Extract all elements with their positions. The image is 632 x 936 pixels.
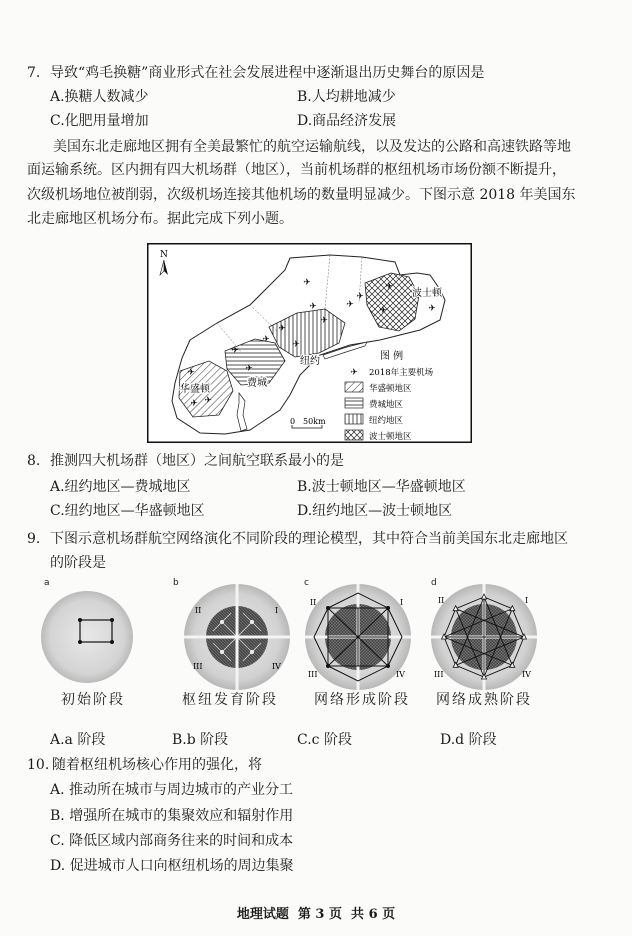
option-d: D.商品经济发展 <box>297 113 397 129</box>
quadrant-label: IV <box>522 670 531 679</box>
airplane-icon: ✈ <box>350 368 358 378</box>
map-graphic <box>147 243 472 443</box>
option-b: B. 增强所在城市的集聚效应和辐射作用 <box>50 808 294 824</box>
option-a: A. 推动所在城市与周边城市的产业分工 <box>50 782 294 798</box>
option-a: A.a 阶段 <box>50 732 106 748</box>
airplane-icon: ✈ <box>385 282 393 292</box>
airplane-icon: ✈ <box>187 368 195 378</box>
option-a: A.换糖人数减少 <box>50 89 149 105</box>
legend-item-new-york: 纽约地区 <box>369 416 404 426</box>
option-c: C.c 阶段 <box>297 732 352 748</box>
quadrant-label: IV <box>272 662 281 671</box>
option-c: C. 降低区域内部商务往来的时间和成本 <box>50 833 294 849</box>
option-b: B.波士顿地区—华盛顿地区 <box>297 479 466 495</box>
option-b: B.人均耕地减少 <box>297 89 396 105</box>
legend-title: 图 例 <box>380 351 404 362</box>
question-stem: 下图示意机场群航空网络演化不同阶段的理论模型，其中符合当前美国东北走廊地区 <box>50 531 568 547</box>
legend-item-airport: 2018年主要机场 <box>369 368 434 378</box>
stage-caption: 网络形成阶段 <box>314 692 410 708</box>
stage-caption: 初始阶段 <box>61 692 125 708</box>
airplane-icon: ✈ <box>292 340 300 350</box>
question-stem: 的阶段是 <box>50 555 106 571</box>
legend-item-philadelphia: 费城地区 <box>369 400 404 410</box>
airport-node <box>110 618 114 622</box>
airplane-icon: ✈ <box>245 364 253 374</box>
legend-item-boston: 波士顿地区 <box>369 432 412 442</box>
option-d: D.d 阶段 <box>440 732 497 748</box>
airplane-icon: ✈ <box>320 316 328 326</box>
option-a: A.纽约地区—费城地区 <box>50 479 191 495</box>
option-b: B.b 阶段 <box>172 732 229 748</box>
scale-distance: 50km <box>303 417 326 426</box>
option-d: D.纽约地区—波士顿地区 <box>297 503 453 519</box>
passage-line: 次级机场地位被削弱，次级机场连接其他机场的数量明显减少。下图示意 2018 年美国东 <box>27 187 576 203</box>
airplane-icon: ✈ <box>303 278 311 288</box>
city-label-philadelphia: 费城 <box>247 378 267 389</box>
passage-line: 北走廊地区机场分布。据此完成下列小题。 <box>27 211 293 227</box>
panel-letter-d: d <box>431 578 437 588</box>
panel-letter-c: c <box>304 578 309 588</box>
legend-swatch-washington <box>345 382 363 392</box>
airport-node <box>386 664 390 668</box>
airport-cluster-area <box>41 591 133 683</box>
quadrant-label: III <box>434 670 444 679</box>
panel-letter-b: b <box>173 578 179 588</box>
panel-letter-a: a <box>44 578 50 588</box>
hub-node <box>220 650 224 654</box>
quadrant-label: I <box>275 606 279 615</box>
city-label-boston: 波士顿 <box>412 288 442 299</box>
airplane-icon: ✈ <box>346 300 354 310</box>
airplane-icon: ✈ <box>231 346 239 356</box>
airport-node <box>326 606 330 610</box>
legend-swatch-new-york <box>345 414 363 424</box>
quadrant-label: II <box>195 606 202 615</box>
question-number: 8. <box>27 453 41 469</box>
airplane-icon: ✈ <box>379 306 387 316</box>
question-stem: 导致“鸡毛换糖”商业形式在社会发展进程中逐渐退出历史舞台的原因是 <box>50 65 485 81</box>
question-number: 10. <box>27 757 50 773</box>
airplane-icon: ✈ <box>278 324 286 334</box>
option-d: D. 促进城市人口向枢纽机场的周边集聚 <box>50 858 294 874</box>
question-number: 7. <box>27 65 41 81</box>
scale-zero: 0 <box>290 417 296 426</box>
quadrant-label: II <box>310 598 317 607</box>
airport-node <box>386 606 390 610</box>
stage-caption: 枢纽发育阶段 <box>182 692 278 708</box>
north-label: N <box>160 250 168 260</box>
passage-line: 面运输系统。区内拥有四大机场群（地区），当前机场群的枢纽机场市场份额不断提升， <box>27 162 566 178</box>
stage-a-diagram <box>38 589 136 687</box>
quadrant-label: I <box>525 596 529 605</box>
airplane-icon: ✈ <box>356 292 364 302</box>
airport-node <box>78 640 82 644</box>
airplane-icon: ✈ <box>190 399 198 409</box>
quadrant-label: I <box>400 598 404 607</box>
airplane-icon: ✈ <box>204 396 212 406</box>
option-c: C.纽约地区—华盛顿地区 <box>50 503 205 519</box>
quadrant-label: III <box>308 670 318 679</box>
question-stem: 推测四大机场群（地区）之间航空联系最小的是 <box>50 453 344 469</box>
city-label-new-york: 纽约 <box>300 356 320 367</box>
quadrant-label: II <box>438 596 445 605</box>
legend-swatch-boston <box>345 430 363 440</box>
quadrant-label: IV <box>396 670 405 679</box>
page-footer: 地理试题 第 3 页 共 6 页 <box>236 907 396 922</box>
airport-node <box>78 618 82 622</box>
passage-line: 美国东北走廊地区拥有全美最繁忙的航空运输航线，以及发达的公路和高速铁路等地 <box>53 139 571 155</box>
legend-item-washington: 华盛顿地区 <box>369 384 412 394</box>
question-number: 9. <box>27 531 41 547</box>
option-c: C.化肥用量增加 <box>50 113 149 129</box>
airport-node <box>110 640 114 644</box>
city-label-washington: 华盛顿 <box>180 384 210 395</box>
airplane-icon: ✈ <box>309 302 317 312</box>
question-stem: 随着枢纽机场核心作用的强化，将 <box>52 757 262 773</box>
stage-caption: 网络成熟阶段 <box>436 692 532 708</box>
airport-node <box>326 664 330 668</box>
stage-b-diagram <box>181 581 293 693</box>
legend-swatch-philadelphia <box>345 398 363 408</box>
quadrant-label: III <box>193 662 203 671</box>
stage-c-diagram <box>302 581 414 693</box>
airplane-icon: ✈ <box>262 335 270 345</box>
hub-node <box>220 620 224 624</box>
airplane-icon: ✈ <box>428 304 436 314</box>
hub-node <box>250 620 254 624</box>
stage-d-diagram <box>428 581 540 693</box>
hub-node <box>250 650 254 654</box>
airport-distribution-map <box>147 243 472 443</box>
